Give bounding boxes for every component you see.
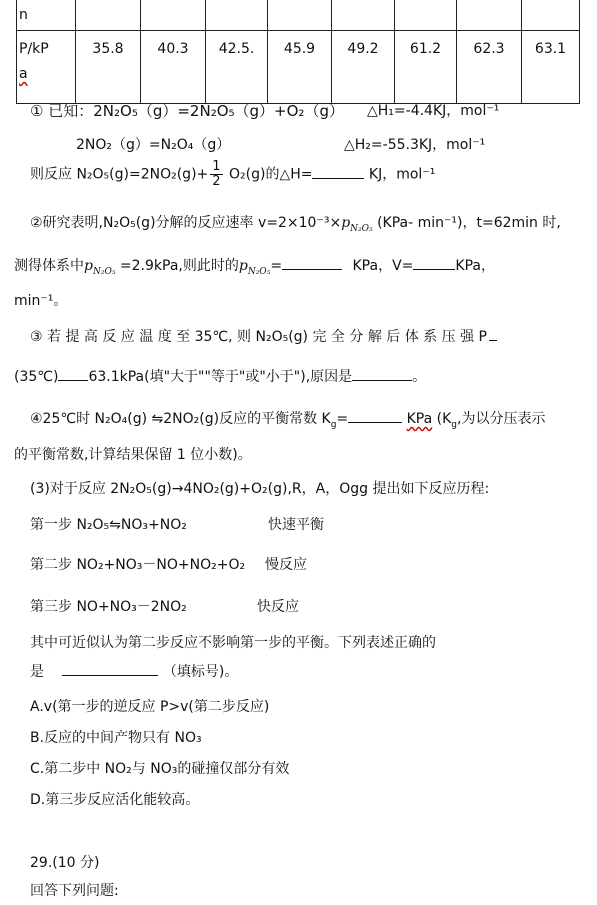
table-cell: 42.5. bbox=[206, 31, 268, 104]
item3-line1: ③ 若 提 高 反 应 温 度 至 35℃, 则 N₂O₅(g) 完 全 分 解 后 体 系 压 强 P bbox=[30, 326, 497, 346]
answer-blank[interactable] bbox=[282, 255, 342, 270]
item1-known-line: ① 已知：2N₂O₅（g）=2N₂O₅（g）+O₂（g） bbox=[30, 102, 344, 120]
part3-intro: (3)对于反应 2N₂O₅(g)→4NO₂(g)+O₂(g),R，A，Ogg 提出如下反应历程: bbox=[30, 481, 490, 497]
table-cell: 63.1 bbox=[522, 31, 580, 104]
table-cell: 40.3 bbox=[141, 31, 206, 104]
option-c: C.第二步中 NO₂与 NO₃的碰撞仅部分有效 bbox=[30, 761, 290, 777]
mechanism-step-2: 第二步 NO₂+NO₃－NO+NO₂+O₂ bbox=[30, 557, 246, 573]
item3-line2: (35℃) 63.1kPa(填"大于""等于"或"小于"),原因是 。 bbox=[14, 366, 426, 386]
option-a: A.v(第一步的逆反应 P>v(第二步反应) bbox=[30, 699, 270, 715]
equation-1: 2N₂O₅（g）=2N₂O₅（g）+O₂（g） bbox=[93, 102, 344, 120]
table-row bbox=[17, 31, 580, 104]
answer-blank[interactable] bbox=[352, 366, 412, 381]
option-d: D.第三步反应活化能较高。 bbox=[30, 792, 200, 808]
item1-marker: ① bbox=[30, 102, 44, 120]
answer-blank[interactable] bbox=[312, 164, 364, 179]
mechanism-step-1: 第一步 N₂O₅⇋NO₃+NO₂ bbox=[30, 517, 187, 533]
table-cell: 35.8 bbox=[76, 31, 141, 104]
option-b: B.反应的中间产物只有 NO₃ bbox=[30, 730, 202, 746]
table-row bbox=[17, 0, 580, 31]
pressure-data-table bbox=[16, 0, 580, 104]
question-29-subtitle: 回答下列问题: bbox=[30, 883, 119, 899]
item4-line1: ④25℃时 N₂O₄(g) ⇋2NO₂(g)反应的平衡常数 $K_g=$ KPa ($K_g$,为以分压表示 bbox=[30, 408, 545, 430]
table-row-label: n bbox=[17, 0, 76, 31]
item2-line2: 测得体系中$p_{N_2O_5} =2.9kPa$,则此时的$p_{N_2O_5}=$ KPa，V= KPa， bbox=[14, 255, 495, 277]
answer-blank[interactable] bbox=[62, 661, 158, 676]
part3-question-line1: 其中可近似认为第二步反应不影响第一步的平衡。下列表述正确的 bbox=[30, 635, 436, 651]
step-2-speed: 慢反应 bbox=[265, 557, 307, 573]
table-cell: 61.2 bbox=[395, 31, 457, 104]
item2-line1: ②研究表明,N₂O₅(g)分解的反应速率 $v=2\times 10^{-3}\times p_{N_2O_5}$ (KPa- min⁻¹)，t=62min 时, bbox=[30, 215, 561, 234]
equation-2: 2NO₂（g）=N₂O₄（g） bbox=[76, 137, 231, 153]
table-cell: 62.3 bbox=[457, 31, 522, 104]
enthalpy-1: △H₁=-4.4KJ，mol⁻¹ bbox=[367, 103, 500, 119]
partial-pressure-symbol: $p_{N_2O_5}$ bbox=[341, 215, 373, 234]
item2-line3: min⁻¹。 bbox=[14, 293, 68, 309]
fraction-one-half: $\frac{1}{2}$ bbox=[212, 159, 221, 189]
step-1-speed: 快速平衡 bbox=[268, 517, 324, 533]
enthalpy-2: △H₂=-55.3KJ，mol⁻¹ bbox=[344, 137, 486, 153]
answer-blank[interactable] bbox=[413, 255, 455, 270]
table-cell: 45.9 bbox=[268, 31, 332, 104]
item4-line2: 的平衡常数,计算结果保留 1 位小数)。 bbox=[14, 447, 252, 463]
answer-blank[interactable] bbox=[348, 408, 402, 423]
step-3-speed: 快反应 bbox=[257, 599, 299, 615]
answer-blank[interactable] bbox=[489, 326, 497, 341]
part3-question-line2: 是 （填标号)。 bbox=[30, 661, 238, 681]
item1-question: 则反应 N₂O₅(g)=2NO₂(g)+ $\frac{1}{2}$ O₂(g)的△H= KJ，mol⁻¹ bbox=[30, 159, 436, 189]
answer-blank[interactable] bbox=[58, 366, 88, 381]
mechanism-step-3: 第三步 NO+NO₃－2NO₂ bbox=[30, 599, 187, 615]
question-29-title: 29.(10 分) bbox=[30, 855, 100, 871]
table-cell: 49.2 bbox=[332, 31, 395, 104]
table-row-label: P/kP a bbox=[17, 31, 76, 104]
